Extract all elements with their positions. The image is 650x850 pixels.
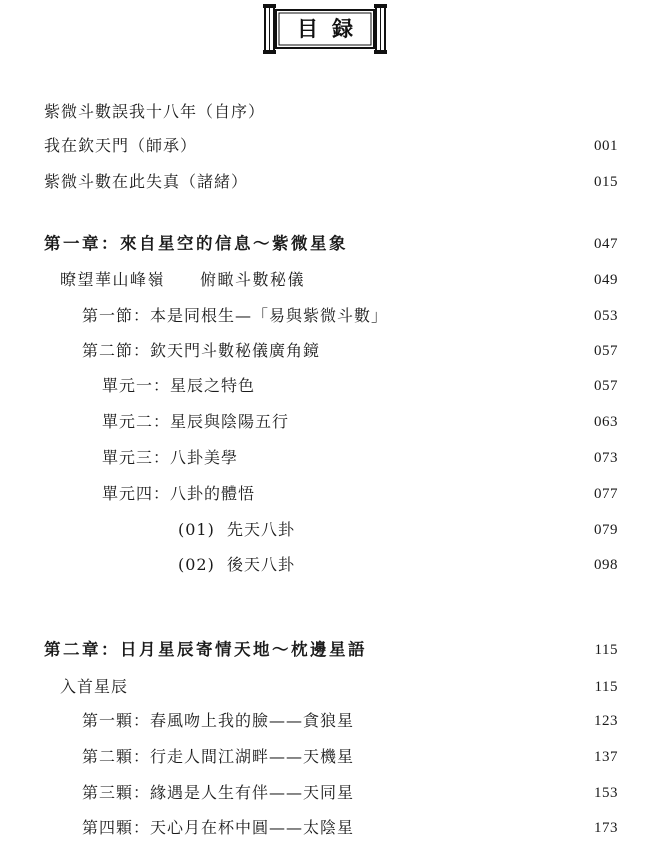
toc-entry-page: 073 <box>594 450 618 466</box>
toc-entry-preface[interactable] <box>0 97 650 127</box>
toc-subunit-01[interactable] <box>0 515 650 545</box>
toc-unit-3[interactable] <box>0 443 650 473</box>
toc-star-3[interactable] <box>0 778 650 808</box>
toc-unit-1[interactable] <box>0 371 650 401</box>
toc-chapter-label: 第一章：來自星空的信息～紫微星象 <box>44 234 348 253</box>
toc-entry-introduction[interactable] <box>0 167 650 197</box>
toc-entry-page: 123 <box>594 713 618 729</box>
toc-star-2[interactable] <box>0 742 650 772</box>
toc-entry-page: 137 <box>594 749 618 765</box>
toc-entry-intro-stars[interactable] <box>0 672 650 702</box>
toc-entry-label: 紫微斗數誤我十八年（自序） <box>44 102 266 121</box>
toc-entry-page: 049 <box>594 272 618 288</box>
toc-subunit-02[interactable] <box>0 550 650 580</box>
toc-entry-page: 001 <box>594 138 618 154</box>
toc-section-1-1[interactable] <box>0 301 650 331</box>
toc-entry-label: (01) 先天八卦 <box>178 520 296 539</box>
toc-entry-lineage[interactable] <box>0 131 650 161</box>
toc-entry-label: 第一顆：春風吻上我的臉——貪狼星 <box>82 711 355 730</box>
toc-entry-page: 077 <box>594 486 618 502</box>
toc-chapter-1[interactable] <box>0 229 650 259</box>
toc-entry-label: 單元一：星辰之特色 <box>102 376 256 395</box>
toc-entry-label: 單元二：星辰與陰陽五行 <box>102 412 290 431</box>
toc-entry-page: 098 <box>594 557 618 573</box>
toc-entry-label: 第三顆：緣遇是人生有伴——天同星 <box>82 783 355 802</box>
toc-chapter-label: 第二章：日月星辰寄情天地～枕邊星語 <box>44 640 367 659</box>
toc-title: 目録 <box>297 17 367 41</box>
toc-entry-page: 047 <box>594 236 618 252</box>
toc-title-banner <box>262 4 388 54</box>
toc-entry-page: 015 <box>594 174 618 190</box>
toc-entry-label: 入首星辰 <box>60 677 129 696</box>
toc-star-4[interactable] <box>0 813 650 843</box>
toc-entry-label: 第四顆：天心月在杯中圓——太陰星 <box>82 818 355 837</box>
toc-entry-page: 057 <box>594 343 618 359</box>
toc-entry-label: 單元三：八卦美學 <box>102 448 239 467</box>
toc-entry-label: 我在欽天門（師承） <box>44 136 198 155</box>
toc-entry-label: 第二顆：行走人間江湖畔——天機星 <box>82 747 355 766</box>
toc-entry-label: 單元四：八卦的體悟 <box>102 484 256 503</box>
toc-section-1-2[interactable] <box>0 336 650 366</box>
toc-entry-label: 第二節：欽天門斗數秘儀廣角鏡 <box>82 341 321 360</box>
toc-entry-page: 079 <box>594 522 618 538</box>
toc-entry-label: 紫微斗數在此失真（諸緒） <box>44 172 249 191</box>
toc-star-1[interactable] <box>0 706 650 736</box>
toc-entry-page: 057 <box>594 378 618 394</box>
toc-entry-page: 115 <box>594 679 618 695</box>
toc-unit-4[interactable] <box>0 479 650 509</box>
toc-entry-label: (02) 後天八卦 <box>178 555 296 574</box>
toc-entry-label: 第一節：本是同根生—「易與紫微斗數」 <box>82 306 389 325</box>
toc-entry-overview[interactable] <box>0 265 650 295</box>
toc-unit-2[interactable] <box>0 407 650 437</box>
toc-entry-page: 063 <box>594 414 618 430</box>
toc-entry-page: 053 <box>594 308 618 324</box>
toc-entry-page: 115 <box>594 642 618 658</box>
toc-entry-label: 暸望華山峰嶺 俯瞰斗數秘儀 <box>60 270 306 289</box>
toc-entry-page: 153 <box>594 785 618 801</box>
toc-entry-page: 173 <box>594 820 618 836</box>
toc-chapter-2[interactable] <box>0 635 650 665</box>
